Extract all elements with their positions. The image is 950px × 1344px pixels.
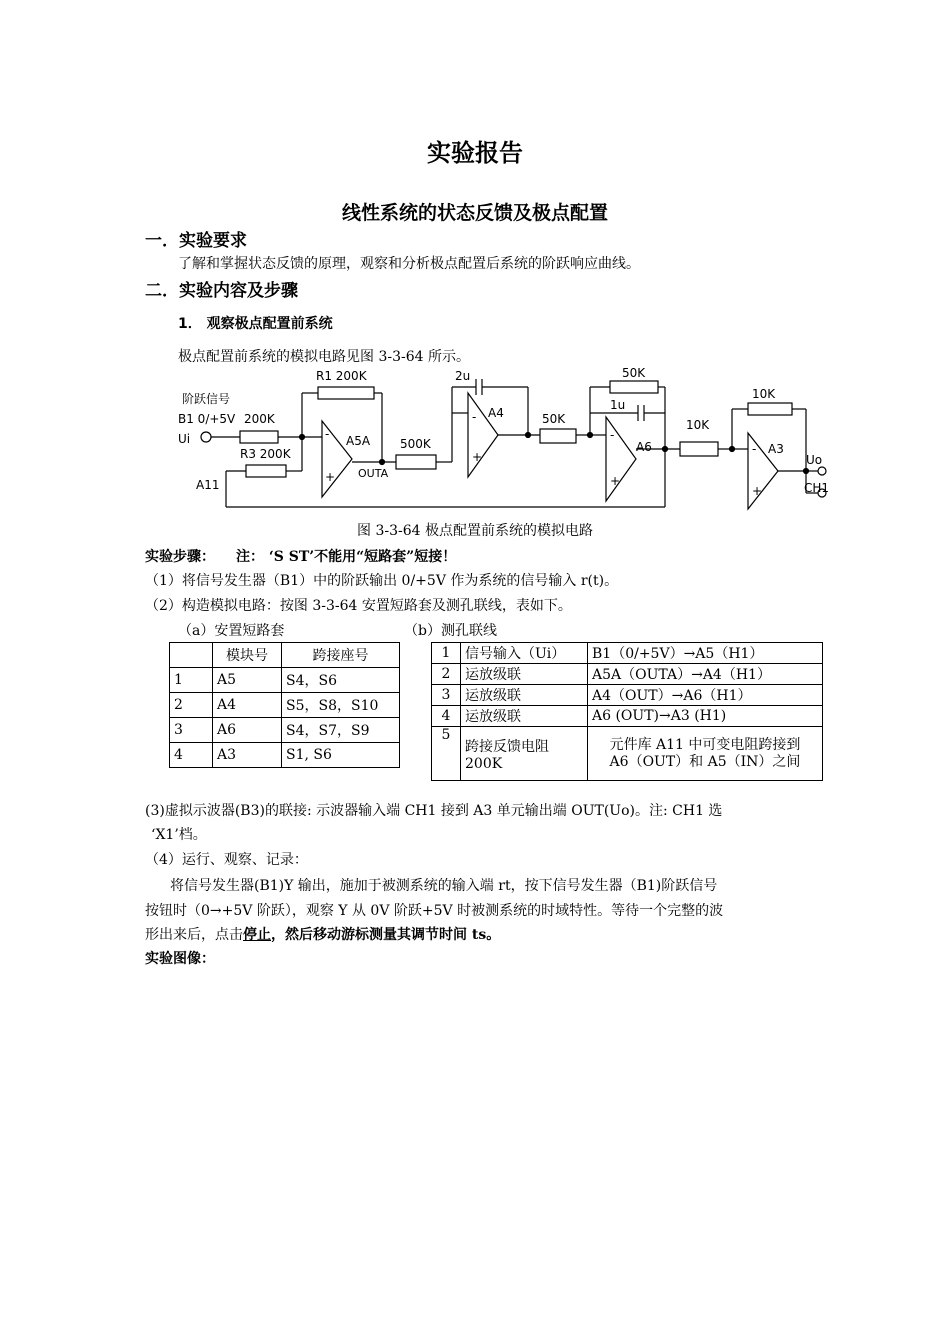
- table-row: [432, 706, 823, 727]
- step-4-para-line3-a: 形出来后，点击: [145, 927, 243, 943]
- requirements-text: 了解和掌握状态反馈的原理，观察和分析极点配置后系统的阶跃响应曲线。: [178, 256, 640, 272]
- circuit-intro: 极点配置前系统的模拟电路见图 3-3-64 所示。: [178, 349, 470, 365]
- step-2: （2）构造模拟电路：按图 3-3-64 安置短路套及测孔联线，表如下。: [145, 598, 572, 614]
- a11-label: A11: [196, 478, 220, 492]
- table-cell: 3: [170, 718, 213, 743]
- table-a-title: （a）安置短路套: [178, 623, 285, 639]
- table-cell: 运放级联: [461, 664, 588, 685]
- input-terminal: [201, 432, 211, 442]
- r3-label: R3 200K: [240, 447, 291, 461]
- table-b-title: （b）测孔联线: [404, 623, 497, 639]
- step-3-line2: ‘X1’档。: [151, 827, 207, 843]
- r10f-label: 10K: [752, 387, 776, 401]
- step-4-para-line2: 按钮时（0→+5V 阶跃），观察 Y 从 0V 阶跃+5V 时被测系统的时域特性。等待一个完整的波: [145, 903, 724, 919]
- row5-desc-line2: A6（OUT）和 A5（IN）之间: [609, 753, 801, 770]
- a5a-plus: +: [325, 470, 336, 484]
- page-subtitle: 线性系统的状态反馈及极点配置: [341, 202, 608, 224]
- table-cell: A3: [213, 743, 282, 768]
- a6-label: A6: [636, 440, 652, 454]
- table-cell: S4，S7，S9: [282, 718, 400, 743]
- image-label: 实验图像：: [145, 951, 215, 967]
- table-cell: 1: [432, 643, 461, 664]
- step-4: （4）运行、观察、记录：: [145, 852, 308, 868]
- step-4-para-line3: [145, 924, 500, 944]
- r50-label: 50K: [542, 412, 566, 426]
- steps-note: 注： ‘S ST’不能用“短路套”短接！: [236, 549, 457, 565]
- table-cell: 4: [170, 743, 213, 768]
- uo-label: Uo: [806, 453, 823, 467]
- table-cell: A5: [213, 668, 282, 693]
- c2u-label: 2u: [455, 369, 471, 383]
- resistor-50k: [540, 429, 576, 443]
- table-cell: A4（OUT）→A6（H1）: [588, 685, 823, 706]
- table-cell: 2: [432, 664, 461, 685]
- table-cell: 跨接反馈电阻 200K: [461, 727, 588, 781]
- r50f-label: 50K: [622, 366, 646, 380]
- resistor-10k-feedback: [748, 403, 792, 415]
- table-row: [170, 718, 400, 743]
- table-row: [432, 727, 823, 781]
- table-cell: S4，S6: [282, 668, 400, 693]
- table-cell: A6: [213, 718, 282, 743]
- c1u-label: 1u: [610, 398, 626, 412]
- resistor-input: [240, 431, 278, 443]
- table-row: [170, 668, 400, 693]
- table-cell: [588, 727, 823, 781]
- table-cell: [170, 643, 213, 668]
- a6-minus: -: [610, 428, 615, 442]
- table-cell: 运放级联: [461, 685, 588, 706]
- step-4-para-line3-b: ，然后移动游标测量其调节时间 ts。: [271, 927, 501, 943]
- r10-label: 10K: [686, 418, 710, 432]
- table-header: 模块号: [213, 643, 282, 668]
- signal-label: 阶跃信号: [182, 392, 231, 406]
- row5-desc-line1: 元件库 A11 中可变电阻跨接到: [609, 736, 801, 753]
- table-header: 跨接座号: [282, 643, 400, 668]
- a4-plus: +: [472, 450, 483, 464]
- ui-label: Ui: [178, 432, 191, 446]
- table-row: [170, 693, 400, 718]
- section-heading-steps: 二．实验内容及步骤: [145, 281, 298, 301]
- table-cell: 5: [432, 727, 461, 781]
- resistor-r1: [318, 387, 374, 399]
- table-cell: 2: [170, 693, 213, 718]
- resistor-r3: [246, 465, 286, 477]
- a4-minus: -: [472, 410, 477, 424]
- table-cell: 3: [432, 685, 461, 706]
- table-cell: 4: [432, 706, 461, 727]
- outa-label: OUTA: [358, 467, 389, 480]
- table-row: [432, 643, 823, 664]
- section-heading-requirements: 一．实验要求: [145, 231, 247, 251]
- a5a-minus: -: [325, 427, 330, 441]
- a6-plus: +: [610, 474, 621, 488]
- table-row: [432, 664, 823, 685]
- step-4-para-line1: 将信号发生器(B1)Y 输出，施加于被测系统的输入端 rt，按下信号发生器（B1)阶跃信号: [170, 878, 718, 894]
- table-connections: [431, 642, 823, 781]
- table-cell: S5，S8，S10: [282, 693, 400, 718]
- a3-plus: +: [752, 484, 763, 498]
- table-cell: 运放级联: [461, 706, 588, 727]
- a5a-label: A5A: [346, 434, 371, 448]
- table-cell: S1, S6: [282, 743, 400, 768]
- resistor-10k: [680, 442, 718, 456]
- table-jumpers: [169, 642, 400, 768]
- table-row: [432, 685, 823, 706]
- r500-label: 500K: [400, 437, 431, 451]
- step-1: （1）将信号发生器（B1）中的阶跃输出 0/+5V 作为系统的信号输入 r(t)。: [145, 573, 619, 589]
- table-row: [170, 643, 400, 668]
- figure-caption: 图 3-3-64 极点配置前系统的模拟电路: [357, 523, 593, 539]
- output-terminal-uo: [818, 467, 826, 475]
- circuit-diagram: [170, 365, 840, 515]
- rin-label: 200K: [244, 412, 275, 426]
- stop-link: 停止: [243, 927, 271, 943]
- r1-label: R1 200K: [316, 369, 367, 383]
- table-cell: 信号输入（Ui）: [461, 643, 588, 664]
- subsection-heading: 1． 观察极点配置前系统: [178, 316, 333, 332]
- ch1-label: CH1: [804, 481, 830, 495]
- page-title: 实验报告: [427, 138, 523, 167]
- table-cell: A4: [213, 693, 282, 718]
- b1-label: B1 0/+5V: [178, 412, 236, 426]
- table-row: [170, 743, 400, 768]
- table-cell: B1（0/+5V）→A5（H1）: [588, 643, 823, 664]
- table-cell: A5A（OUTA）→A4（H1）: [588, 664, 823, 685]
- a3-minus: -: [752, 442, 757, 456]
- table-cell: 1: [170, 668, 213, 693]
- step-3-line1: (3)虚拟示波器(B3)的联接: 示波器输入端 CH1 接到 A3 单元输出端 OUT(Uo)。注: CH1 选: [145, 803, 723, 819]
- resistor-500k: [396, 455, 436, 469]
- steps-label: 实验步骤：: [145, 549, 215, 565]
- table-cell: A6 (OUT)→A3 (H1): [588, 706, 823, 727]
- resistor-50k-feedback: [610, 381, 658, 393]
- a4-label: A4: [488, 406, 504, 420]
- a3-label: A3: [768, 442, 784, 456]
